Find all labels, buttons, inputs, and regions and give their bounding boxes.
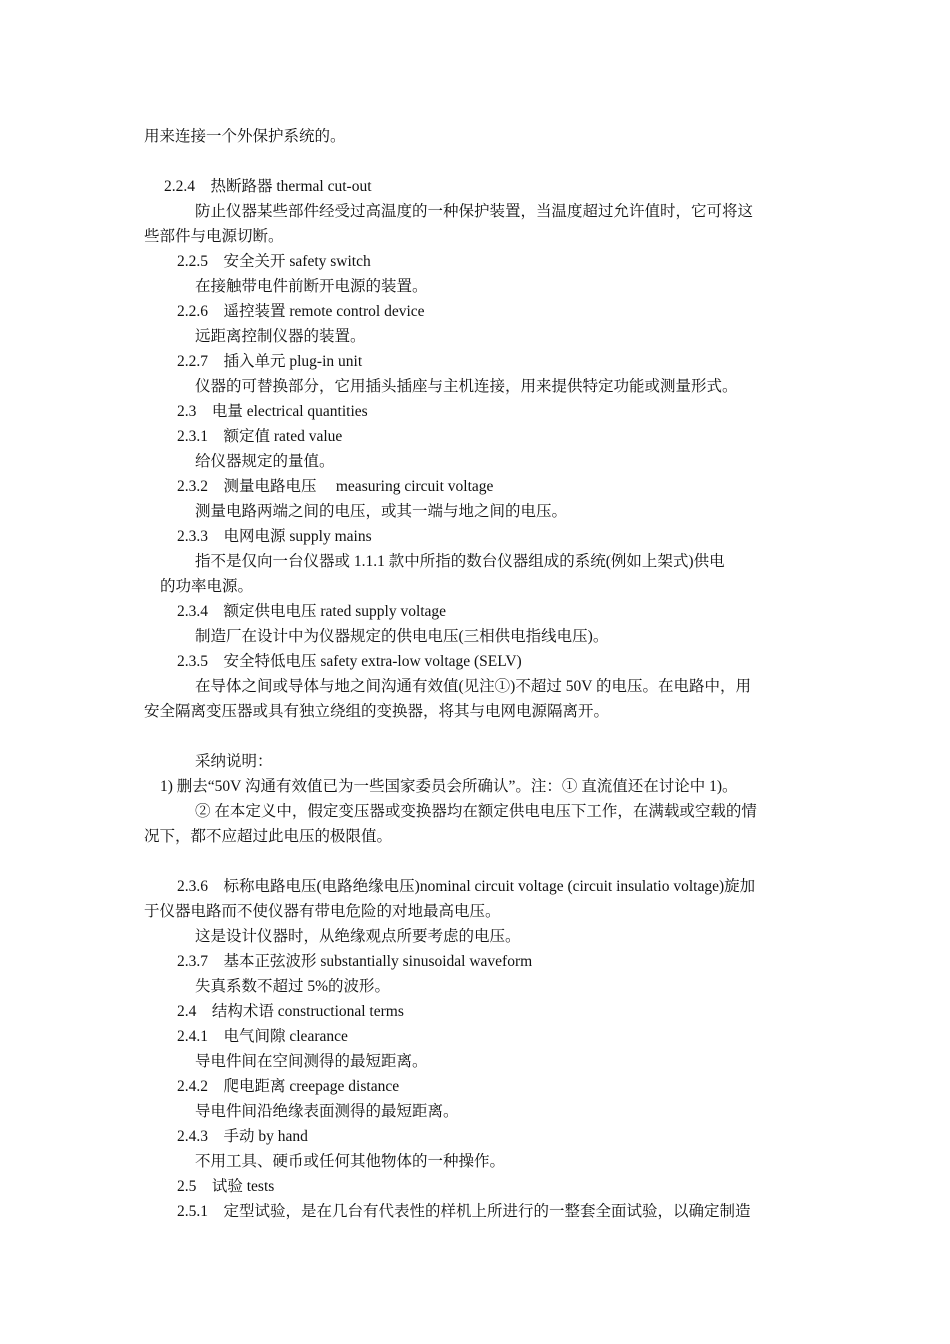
section-heading-2-2-4: 2.2.4 热断路器 thermal cut-out — [164, 178, 372, 195]
text-line: 在接触带电件前断开电源的装置。 — [195, 278, 428, 295]
section-heading-2-4: 2.4 结构术语 constructional terms — [177, 1003, 404, 1020]
text-line: 况下，都不应超过此电压的极限值。 — [144, 828, 393, 845]
text-line: 用来连接一个外保护系统的。 — [144, 128, 346, 145]
text-line: 导电件间沿绝缘表面测得的最短距离。 — [195, 1103, 459, 1120]
section-heading-2-3-5: 2.3.5 安全特低电压 safety extra-low voltage (SELV) — [177, 653, 522, 670]
section-heading-2-4-2: 2.4.2 爬电距离 creepage distance — [177, 1078, 400, 1095]
text-line: 的功率电源。 — [160, 578, 254, 595]
text-line: 于仪器电路而不使仪器有带电危险的对地最高电压。 — [144, 903, 501, 920]
text-line: 不用工具、硬币或任何其他物体的一种操作。 — [195, 1153, 506, 1170]
section-heading-2-2-5: 2.2.5 安全关开 safety switch — [177, 253, 371, 270]
adoption-note-heading: 采纳说明： — [195, 753, 273, 770]
text-line: 仪器的可替换部分，它用插头插座与主机连接，用来提供特定功能或测量形式。 — [195, 378, 738, 395]
section-heading-2-5-1: 2.5.1 定型试验，是在几台有代表性的样机上所进行的一整套全面试验，以确定制造 — [177, 1203, 751, 1220]
section-heading-2-2-7: 2.2.7 插入单元 plug-in unit — [177, 353, 363, 370]
section-heading-2-3: 2.3 电量 electrical quantities — [177, 403, 368, 420]
adoption-note-item: 1) 删去“50V 沟通有效值已为一些国家委员会所确认”。注：① 直流值还在讨论中 1)。 — [160, 778, 738, 795]
section-heading-2-3-4: 2.3.4 额定供电电压 rated supply voltage — [177, 603, 447, 620]
section-heading-2-2-6: 2.2.6 遥控装置 remote control device — [177, 303, 425, 320]
section-heading-2-4-3: 2.4.3 手动 by hand — [177, 1128, 308, 1145]
section-heading-2-3-6: 2.3.6 标称电路电压(电路绝缘电压)nominal circuit voltage (circuit insulatio voltage)旋加 — [177, 878, 756, 895]
text-line: 安全隔离变压器或具有独立绕组的变换器，将其与电网电源隔离开。 — [144, 703, 610, 720]
section-heading-2-3-3: 2.3.3 电网电源 supply mains — [177, 528, 372, 545]
text-line: 远距离控制仪器的装置。 — [195, 328, 366, 345]
text-line: 失真系数不超过 5%的波形。 — [195, 978, 391, 995]
section-heading-2-4-1: 2.4.1 电气间隙 clearance — [177, 1028, 348, 1045]
section-heading-2-3-7: 2.3.7 基本正弦波形 substantially sinusoidal waveform — [177, 953, 533, 970]
text-line: 些部件与电源切断。 — [144, 228, 284, 245]
section-heading-2-5: 2.5 试验 tests — [177, 1178, 275, 1195]
text-line: ② 在本定义中，假定变压器或变换器均在额定供电电压下工作，在满载或空载的情 — [195, 803, 757, 820]
text-line: 给仪器规定的量值。 — [195, 453, 335, 470]
text-line: 制造厂在设计中为仪器规定的供电电压(三相供电指线电压)。 — [195, 628, 609, 645]
text-line: 在导体之间或导体与地之间沟通有效值(见注①)不超过 50V 的电压。在电路中，用 — [195, 678, 751, 695]
text-line: 测量电路两端之间的电压，或其一端与地之间的电压。 — [195, 503, 568, 520]
text-line: 导电件间在空间测得的最短距离。 — [195, 1053, 428, 1070]
text-line: 指不是仅向一台仪器或 1.1.1 款中所指的数台仪器组成的系统(例如上架式)供电 — [195, 553, 725, 570]
section-heading-2-3-1: 2.3.1 额定值 rated value — [177, 428, 343, 445]
text-line: 这是设计仪器时，从绝缘观点所要考虑的电压。 — [195, 928, 521, 945]
text-line: 防止仪器某些部件经受过高温度的一种保护装置，当温度超过允许值时，它可将这 — [195, 203, 754, 220]
section-heading-2-3-2: 2.3.2 测量电路电压 measuring circuit voltage — [177, 478, 494, 495]
